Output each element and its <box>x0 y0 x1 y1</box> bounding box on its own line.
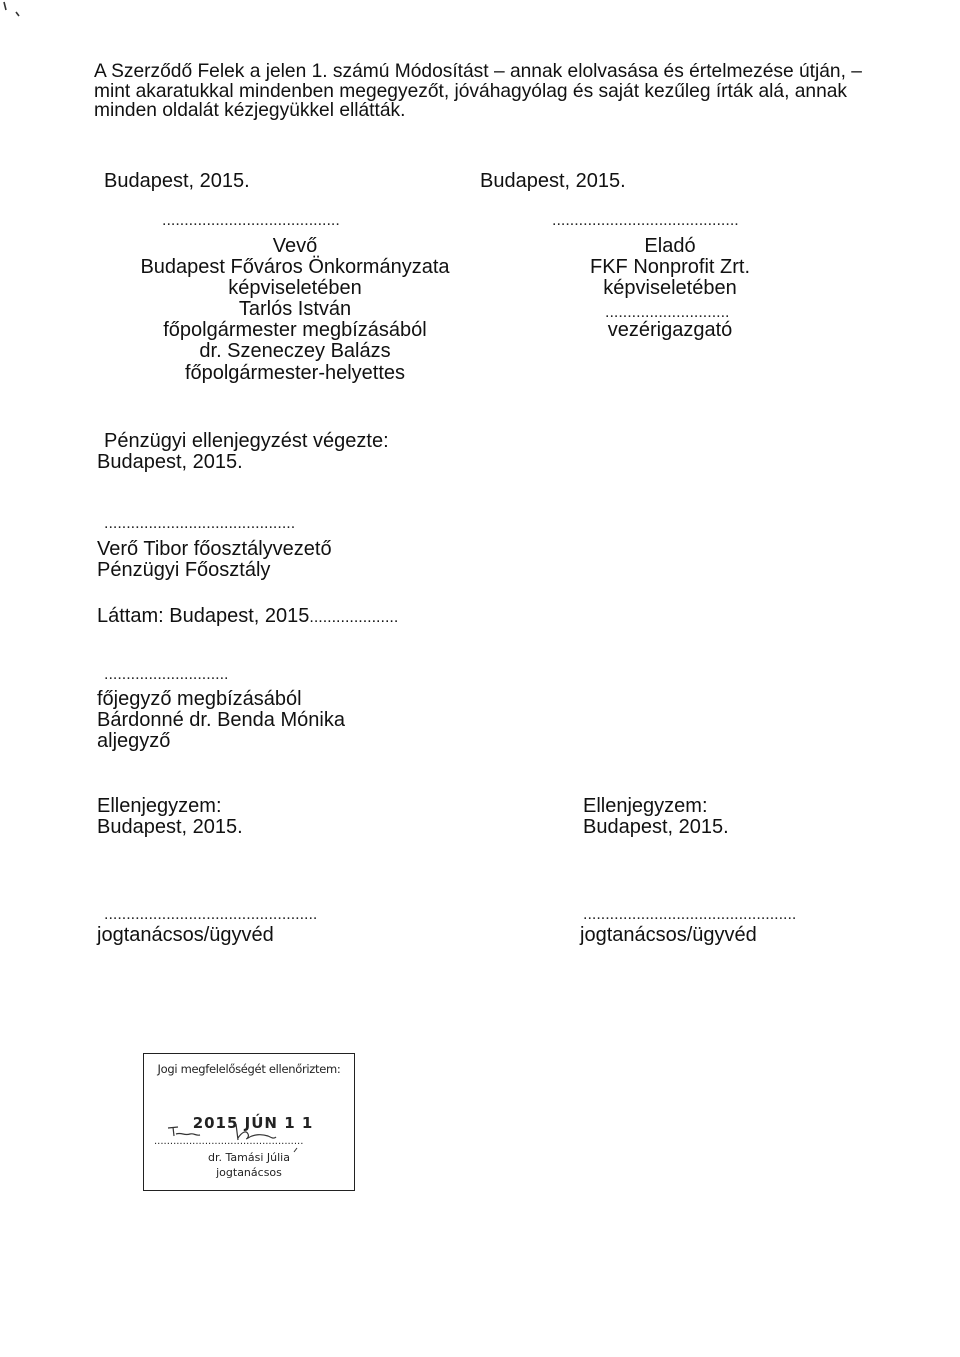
countersign-left-place-date: Budapest, 2015. <box>97 816 243 838</box>
countersign-right-title: jogtanácsos/ügyvéd <box>580 924 757 946</box>
stamp-name: dr. Tamási Júlia <box>208 1151 290 1164</box>
intro-line-3: minden oldalát kézjegyükkel ellátták. <box>94 100 406 121</box>
seller-title: vezérigazgató <box>607 319 733 341</box>
finance-label: Pénzügyi ellenjegyzést végezte: <box>104 430 389 452</box>
countersign-left-signature-line: ................................................ <box>104 906 318 923</box>
stamp-role: jogtanácsos <box>216 1166 282 1179</box>
buyer-person: Tarlós István <box>238 298 352 320</box>
stamp-date: 2015 JÚN 1 1 <box>192 1114 314 1132</box>
stamp-signature-line: ............................................... <box>154 1136 304 1147</box>
buyer-place-date: Budapest, 2015. <box>104 170 250 192</box>
countersign-right-signature-line: ................................................ <box>583 906 797 923</box>
seen-dots: .................... <box>309 609 399 626</box>
seen-label <box>97 607 398 627</box>
finance-signature-line: ........................................... <box>104 515 296 532</box>
finance-department: Pénzügyi Főosztály <box>97 559 271 581</box>
seen-on-behalf: főjegyző megbízásából <box>97 688 302 710</box>
seller-represented: képviseletében <box>603 277 737 299</box>
seller-signature-line: .......................................... <box>552 212 739 229</box>
legal-review-stamp <box>143 1053 355 1191</box>
seller-entity: FKF Nonprofit Zrt. <box>589 256 751 278</box>
countersign-left-title: jogtanácsos/ügyvéd <box>97 924 274 946</box>
intro-line-2: mint akaratukkal mindenben megegyezőt, jóváhagyólag és saját kezűleg írták alá, annak <box>94 80 848 102</box>
countersign-right-label: Ellenjegyzem: <box>583 795 708 817</box>
seen-person: Bárdonné dr. Benda Mónika <box>97 709 345 731</box>
seller-place-date: Budapest, 2015. <box>480 170 626 192</box>
intro-line-1: A Szerződő Felek a jelen 1. számú Módosítást – annak elolvasása és értelmezése útján, – <box>94 61 862 82</box>
finance-signer: Verő Tibor főosztályvezető <box>97 538 332 560</box>
buyer-entity: Budapest Főváros Önkormányzata <box>140 256 450 278</box>
seen-title: aljegyző <box>97 730 171 752</box>
seen-label-text: Láttam: Budapest, 2015 <box>97 605 310 627</box>
intro-paragraph <box>94 62 874 121</box>
seen-signature-line: ............................ <box>104 666 229 683</box>
buyer-represented: képviseletében <box>228 277 362 299</box>
buyer-deputy-title: főpolgármester-helyettes <box>184 362 406 384</box>
finance-place-date: Budapest, 2015. <box>97 451 243 473</box>
stamp-heading: Jogi megfelelőségét ellenőriztem: <box>157 1062 341 1076</box>
buyer-on-behalf: főpolgármester megbízásából <box>163 319 427 341</box>
countersign-left-label: Ellenjegyzem: <box>97 795 222 817</box>
countersign-right-place-date: Budapest, 2015. <box>583 816 729 838</box>
seller-role: Eladó <box>644 235 696 257</box>
buyer-role: Vevő <box>272 235 318 257</box>
scan-mark <box>0 0 40 24</box>
seller-signature-line-2: ............................ <box>605 304 730 321</box>
buyer-signature-line: ........................................ <box>162 212 340 229</box>
buyer-deputy: dr. Szeneczey Balázs <box>199 340 391 362</box>
